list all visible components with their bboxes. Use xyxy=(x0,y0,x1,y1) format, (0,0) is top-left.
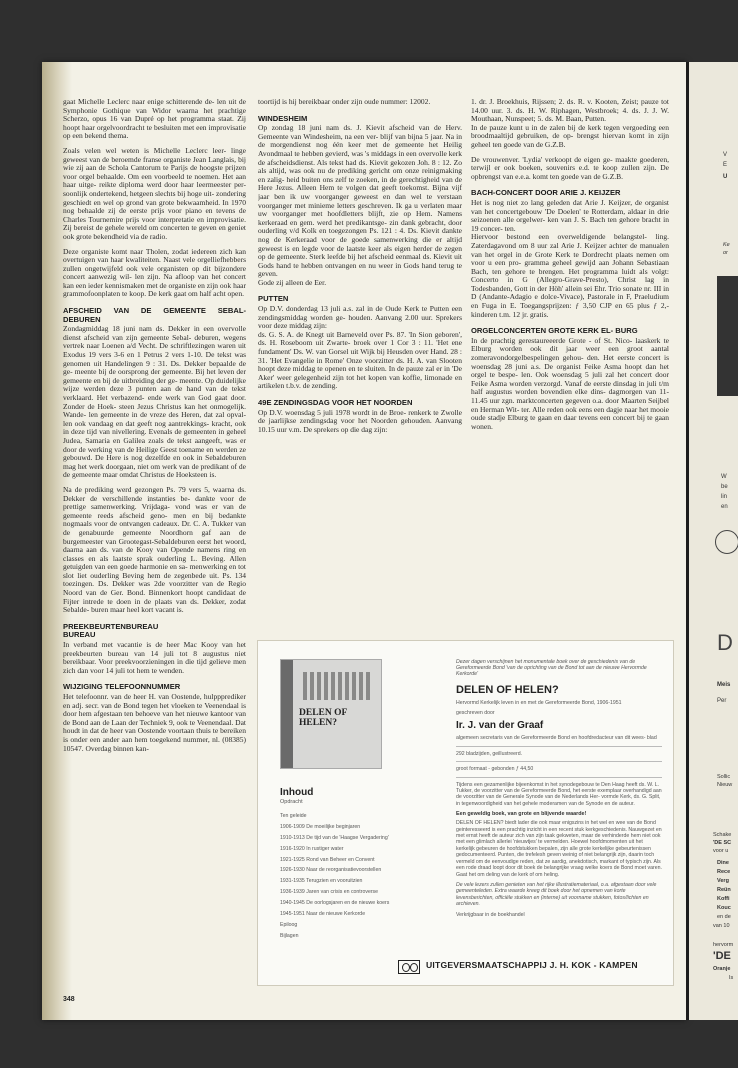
neighbor-fragment: W xyxy=(721,474,727,480)
paragraph: In de pauze kunt u in de zalen bij de kerk tegen vergoeding een broodmaaltijd gebruiken, de op- brengst hiervan komt in zijn geheel ten goede van de G.Z.B. xyxy=(471,122,669,149)
article-heading: AFSCHEID VAN DE GEMEENTE SEBAL- DEBUREN xyxy=(63,306,246,324)
article-heading: BACH-CONCERT DOOR ARIE J. KEIJZER xyxy=(471,188,621,198)
article-heading: 49E ZENDINGSDAG VOOR HET NOORDEN xyxy=(258,398,413,407)
paragraph: Deze organiste komt naar Tholen, zodat iedereen zich kan overtuigen van haar kwaliteiten. Naast vele orgelliefhebbers zullen ongetwijfeld ook vele organisten op dit bijzondere concert aanwezig wil- len zijn. Na afloop van het concert kan een ieder kennismaken met de organiste en zijn ook haar grammofoonplaten te koop. De kerk gaat om half acht open. xyxy=(63,246,246,299)
neighbor-fragment: Rece xyxy=(717,869,731,875)
paragraph: Op D.V. woensdag 5 juli 1978 wordt in de Broe- renkerk te Zwolle de jaarlijkse zendingsdag voor het Noorden gehouden. Aanvang 10.15 uur v.m. De sprekers op die dag zijn: xyxy=(258,407,462,434)
ad-book-subtitle: Hervormd Kerkelijk leven in en met de Gereformeerde Bond, 1906-1951 xyxy=(456,699,622,706)
paragraph: Zondagmiddag 18 juni nam ds. Dekker in een overvolle dienst afscheid van zijn gemeente Sebal- deburen, wegens vertrek naar Loenen a/d Vecht. De schriftlezingen waren uit Exodus 19 vers 3-6 en 1 Petrus 2 vers 1-10. De tekst was genomen uit Handelingen 9 : 31. Ds. Dekker bepaalde de ge- meente bij de oorsprong der gemeente. Bij het leven der gemeente en bij de uitbreiding der ge- meente. Op duidelijke wijze werden deze 3 punten aan de hand van de tekst verklaard. Het verbazend- ende werk van God gaat door. Zonder de Hoek- steen Jezus Christus kan het onmogelijk. Wande- len gemeente in de vreze des Heren, dat zal opval- len ook vandaag en dat geeft nog aantrekkings- kracht, ook in deze tijd van nivellering. Evenals de gemeenten in geheel Judea, Samaria en Galilea zoals de tekst aangeeft, was er door de werking van de Heilige Geest toename en werden ze gebouwd. De Here is nog dezelfde en ook in Sebaldeburen mag het werk doorgaan, niet om werk van de predikant of de de gemeente maar omdat Christus de Hoeksteen is. xyxy=(63,324,246,480)
ad-intro: Dezer dagen verschijnen het monumentale boek over de geschiedenis van de Gereformeerde Bond 'van de oprichting van de Bond tot aan de nieuwe Hervormde Kerkorde' xyxy=(456,659,647,678)
article-heading: PREEKBEURTENBUREAU xyxy=(63,621,159,631)
ad-description xyxy=(456,659,662,922)
book-cover-image xyxy=(280,659,382,769)
toc-entry: 1906-1909 De moeilijke beginjaren xyxy=(280,823,361,830)
ad-pages: 292 bladzijden, geillustreerd. xyxy=(456,750,523,757)
church-illustration xyxy=(303,672,373,700)
neighbor-fragment: van 10 xyxy=(713,923,730,929)
divider xyxy=(456,746,662,747)
ad-author-role: algemeen secretaris van de Gereformeerde Bond en hoofdredacteur van dit wees- blad xyxy=(456,735,657,742)
ad-availability: Verkrijgbaar in de boekhandel xyxy=(456,911,525,918)
neighbor-fragment: D xyxy=(717,630,733,655)
neighbor-fragment: en xyxy=(721,504,728,510)
paragraph: ds. G. S. A. de Knegt uit Barneveld over Ps. 87. 'In Sion geboren', ds. H. Roseboom uit Zwarte- broek over 1 Cor 3 : 11. 'Het ene fundament' Ds. W. van Gorsel uit Wijk bij Heusden over Hand. 28 : 31. 'Het Evangelie in Rome' Onze voorzitter ds. H. A. van Slooten hoopt deze middag te openen en te sluiten. In de pauze zal er in 'De Aker' weer gelegenheid zijn tot het kopen van koffie, limonade en artikelen t.b.v. de zending. xyxy=(258,329,462,391)
ad-book-title: DELEN OF HELEN? xyxy=(456,683,559,696)
neighbor-fragment: U xyxy=(723,174,728,180)
ad-ceremony: Tijdens een gezamenlijke bijeenkomst in het synodegebouw te Den Haag heeft ds. W. L. Tukker, de voorzitter van de Gereformeerde Bond, het eerste exemplaar overhandigd aan de voorzitter van de Generale Synode van de Nederlands Her- vormde Kerk, ds. G. Split, in tegenwoordigheid van het gehele moderamen van de Synode en de auteur. xyxy=(456,781,662,807)
ad-publisher: UITGEVERSMAATSCHAPPIJ J. H. KOK - KAMPEN xyxy=(426,960,638,970)
paragraph: Hiervoor bestond een overweldigende belangstel- ling. Zaterdagavond om 8 uur zal Arie J. Keijzer achter de manualen van het orgel in de Grote Kerk te Dordrecht plaats nemen om voor u een pro- gramma geheel gewijd aan Johann Sebastiaan Bach, ten gehore te brengen. Het programma luidt als volgt: Concerto in G (Allegro-Grave-Presto), Christ lag in Todesbanden, Gott in der Höh' allein sei Ehr. Trio sonate nr. III in D (Andante-Adagio e dolce-Vivace), Pastorale in F, Praeludium en Fuga in E. Toegangsprijzen: ƒ 3,50 CJP en 65 plus ƒ 2,- kinderen t.m. 12 jr. gratis. xyxy=(471,232,669,319)
neighbor-fragment: Schake xyxy=(713,832,732,838)
paragraph: Het is nog niet zo lang geleden dat Arie J. Keijzer, de organist van het concertgebouw 'De Doelen' te Rotterdam, aldaar in drie seizoenen alle orgelwer- ken van J. S. Bach ten gehore bracht in 19 concer- ten. xyxy=(471,197,669,233)
neighbor-fragment: voor u xyxy=(713,848,729,854)
article-heading: WIJZIGING TELEFOONNUMMER xyxy=(63,682,181,692)
paragraph: gaat Michelle Leclerc naar enige schitterende de- len uit de Symphonie Gothique van Widor waarna het prachtige Scherzo, opus 16 van Dupré op het programma staat. Zij hoopt haar orgelvoordracht te besluiten met een improvisatie op een bekend thema. xyxy=(63,98,246,141)
article-heading: ORGELCONCERTEN GROTE KERK EL- BURG xyxy=(471,326,638,336)
ad-written-by: geschreven door xyxy=(456,710,495,717)
neighbor-fragment: Per xyxy=(717,698,727,704)
paragraph: toortijd is hij bereikbaar onder zijn oude nummer: 12002. xyxy=(258,98,431,106)
toc-entry: 1910-1913 De tijd van de 'Haagse Vergadering' xyxy=(280,834,389,841)
ad-format-price: groot formaat - gebonden ƒ 44,50 xyxy=(456,766,534,773)
ad-note: De vele lezers zullen genieten van het rijke illustratiemateriaal, o.a. afgestaan door vele gemeenteleden. Extra waarde kreeg dit boek door het opnemen van korte levensberichten, officiële stukken en (interne) uit voorname stukken, fotos/lichten en archieven. xyxy=(456,881,657,908)
book-spine xyxy=(281,660,293,768)
neighbor-image xyxy=(717,276,738,396)
neighbor-fragment: Kouc xyxy=(717,905,731,911)
ad-slogan: Een geweldig boek, van grote en blijvende waarde! xyxy=(456,811,587,818)
paragraph: Na de prediking werd gezongen Ps. 79 vers 5, waarna ds. Dekker de verschillende instanties be- dankte voor de prettige samenwerking. Vrijdaga- vond was er van de gemeente reeds afscheid geno- men en bij bedankte nogmaals voor de ontvangen cadeaux. Dr. C. A. Tukker van de genabuurde gemeente Noordhorn gaf aan de burgemeester van Grootegast-Sebaldeburen eerst het woord, daarna aan ds. van de Kooy van Opende namens ring en classes en als laatste sprak ouderling L. Beving. Allen getuigden van een goede harmonie en sa- menwerking en tot slot liet ouderling Beving hem de zegenbede uit. Ps. 134 toezingen. Ds. Dekker was 2de voorzitter van de Regio Noord van de Ger. Bond. Binnenkort hoopt candidaat de Fijter intrede te doen in de plaats van ds. Dekker, zodat Sebalde- buren maar heel kort vacant is. xyxy=(63,484,246,615)
neighbor-emblem-icon xyxy=(715,530,738,554)
neighbor-fragment: Nieuw xyxy=(717,782,733,788)
neighbor-fragment: Ke xyxy=(723,242,730,248)
toc-entry: 1921-1925 Rond van Beheer en Convent xyxy=(280,856,375,863)
book-cover-title: DELEN OF HELEN? xyxy=(299,708,347,728)
toc-entry: Ten geleide xyxy=(280,813,307,819)
text-column-3 xyxy=(471,98,669,618)
divider xyxy=(456,777,662,778)
neighbor-fragment: Reün xyxy=(717,887,731,893)
toc-entry: 1916-1920 In rustiger water xyxy=(280,845,344,852)
neighbor-fragment: V xyxy=(723,152,728,158)
toc-entry: 1926-1930 Naar de reorganisatievoorstellen xyxy=(280,867,382,874)
neighbor-fragment: Sollic xyxy=(717,774,731,780)
paragraph: Op D.V. donderdag 13 juli a.s. zal in de Oude Kerk te Putten een zendingsmiddag worden ge- houden. Aanvang 2.00 uur. Sprekers voor deze middag zijn: xyxy=(258,304,462,331)
toc-entry: 1940-1945 De oorlogsjaren en de nieuwe koers xyxy=(280,900,390,907)
page-number: 348 xyxy=(63,996,75,1003)
paragraph: Het telefoonnr. van de heer H. van Oostende, hulppprediker en adj. secr. van de Bond tegen het vloeken te Veenendaal is door hem afgestaan ten behoeve van het nieuwe kantoor van de Bond aan de Laan der Techniek 9, ook te Veenendaal. Dat houdt in dat de heer van Oostende voortaan thuis te bereiken is onder een ander aan hem toegekend nummer, nl. (08385) 10547. Overdag binnen kan- xyxy=(63,692,246,753)
toc-dedication: Opdracht xyxy=(280,799,303,805)
neighbor-fragment: E xyxy=(723,162,728,168)
text-column-1 xyxy=(63,98,246,958)
neighbor-fragment: Koffi xyxy=(717,896,730,902)
neighbor-fragment: Verg xyxy=(717,878,729,884)
neighbor-fragment: lin xyxy=(721,494,728,500)
article-heading: PUTTEN xyxy=(258,294,289,304)
paragraph: In verband met vacantie is de heer Mac Kooy van het preekbeurten bureau van 14 juli tot 8 augustus niet bereikbaar. Voor preekvoorzieningen in die tijd gelieve men zich dan voor 14 juli tot hem te wenden. xyxy=(63,640,246,675)
neighbor-fragment: 'DE SC xyxy=(713,840,732,846)
table-of-contents xyxy=(280,787,450,944)
neighbor-fragment: Dine xyxy=(717,860,729,866)
neighbor-fragment: 'DE xyxy=(713,950,731,962)
paragraph: In de prachtig gerestaureeerde Grote - of St. Nico- laaskerk te Elburg worden ook dit jaar weer een groot aantal zomeravondorgelbespelingen gehou- den. Het eerste concert is woensdag 28 juni a.s. De organist Feike Asma hoopt dan het orgel te bespe- len. Ook woensdag 5 juli zal het concert door Feike Asma worden verzorgd. Vanaf de eerste dinsdag in juli t/m half augustus worden bovendien elke dins- dagmorgen van 11-11.45 uur zgn. marktconcerten gegeven o.a. door Maarten Seijbel en Herman Wit- ter. Alle reden ook eens een dagje naar het mooie oude stadje Elburg te gaan en daar tevens een concert bij te gaan wonen. xyxy=(471,335,669,431)
paragraph: De vrouwenver. 'Lydia' verkoopt de eigen ge- maakte goederen, terwijl er ook boeken, souvenirs e.d. te koop zullen zijn. De opbrengst van e.e.a. komt ten goede van de G.Z.B. xyxy=(471,154,669,181)
paragraph: Gode zij alleen de Eer. xyxy=(258,277,327,287)
book-advertisement xyxy=(257,640,674,986)
neighbor-fragment: Oranje xyxy=(713,966,731,972)
neighbor-fragment: hervorm xyxy=(713,942,734,948)
toc-entry: Bijlagen xyxy=(280,932,299,939)
paragraph: Zoals velen wel weten is Michelle Leclerc leer- linge geweest van de beroemde franse organiste Jean Langlais, bij wie zij aan de Schola Cantorum te Parijs de hoogste prijzen voor orgel behaalde. Om een voorbeeld te noemen. Het aan haar uitge- reikte diploma werd door haar leermeester per- soonlijk ondertekend, hetgeen slechts bij hoge uit- zondering geschiedt en wel op grond van grote bekwaamheid. In 1970 nog behaalde zij de eerste prijs voor piano en tevens de Charles Tournemire prijs voor interpretatie en improvisatie. Zij bereist de gehele wereld om concerten te geven en geniet ook grote bekendheid via de radio. xyxy=(63,145,246,241)
paragraph: Op zondag 18 juni nam ds. J. Kievit afscheid van de Herv. Gemeente van Windesheim, na een ver- blijf van bijna 5 jaar. Na in de morgendienst nog één keer met de gemeente het Heilig Avondmaal te hebben gevierd, was 's middags in een overvolle kerk de afscheidsdienst. Als tekst had ds. Kievit gekozen Joh. 8 : 12. Zo als altijd, was ook nu de prediking gericht om onze reinigmaking en zalig- heid buiten ons zelf te zoeken, in de gerechtigheid van de Here Jezus. Alleen Hem te volgen dat geeft toekomst. Bijna vijf jaar ben ik uw voorganger geweest en dan wel te verstaan voorganger met minieme letters geschreven. Ik ga u verlaten maar uw voorganger met hoofdletters blijft, zie op Hem. Namens kerkeraad en gem. werd het predikantsge- zin dank gebracht, door ouderling v/d Kolk en toegezongen Ps. 121 : 4. Ds. Kievit dankte nog de Kerkeraad voor de goede samenwerking die er altijd geweest is en legde voor de laatste keer als eigen herder de zegen op de gemeente. Sterk leefde bij het afscheid eenmaal ds. Kievit uit Gods hand te hebben ontvangen en nu weer in Gods hand terug te geven. xyxy=(258,123,462,279)
ad-body: DELEN OF HELEN? biedt lader die ook maar enigszins in het wel en wee van de Bond geinteresseerd is een prachtig inzicht in een recent stuk kerkgeschiedenis. Nauwgezet en met ernst heeft de auteur zich van zijn taak gekweten, maar de verhinderde hem niet ook met een glimlach allerlei 'nieuwtjes' te vermelden. Hoewel hoofdmomenten uit het kerkelijk gebeuren de hoofdstukken bepalen, zijn alle grote kerkelijke gebeurtenissen gedocumenteerd. Punten, die trefelesh geven weinig of niet belangrijk zijn, daarin toch vermeld om de eenvoudige reden, dat ze aardig, anekdotisch, markant of typisch zijn. Als een rode draad loopt door dit boek de belangrijke vraag welke koers de Bond moet varen. Gaat het om deling van de kerk of om heling. xyxy=(456,820,662,878)
neighbor-fragment: en de xyxy=(717,914,731,920)
divider xyxy=(456,761,662,762)
adjacent-page-edge xyxy=(686,62,738,1020)
toc-entry: 1931-1935 Terugzien en vooruitzien xyxy=(280,878,363,885)
publisher-logo-icon xyxy=(398,960,420,974)
neighbor-fragment: or xyxy=(723,250,728,256)
toc-entry: Epiloog xyxy=(280,921,298,928)
toc-entry: 1936-1939 Jaren van crisis en controverse xyxy=(280,889,379,896)
text-column-2 xyxy=(258,98,462,658)
neighbor-fragment: be xyxy=(721,484,728,490)
article-subheading: BUREAU xyxy=(63,630,96,640)
article-heading: WINDESHEIM xyxy=(258,113,308,123)
toc-title: Inhoud xyxy=(280,787,314,798)
neighbor-fragment: Is xyxy=(729,975,734,981)
ad-author: Ir. J. van der Graaf xyxy=(456,720,544,732)
toc-entry: 1945-1951 Naar de nieuwe Kerkorde xyxy=(280,911,366,918)
paragraph: 1. dr. J. Broekhuis, Rijssen; 2. ds. R. v. Kooten, Zeist; pauze tot 14.00 uur. 3. ds. H. W. Riphagen, Westbroek; 4. ds. J. J. W. Mouthaan, Nunspeet; 5. ds. M. Baan, Putten. xyxy=(471,98,669,124)
neighbor-fragment: Meis xyxy=(717,682,731,688)
